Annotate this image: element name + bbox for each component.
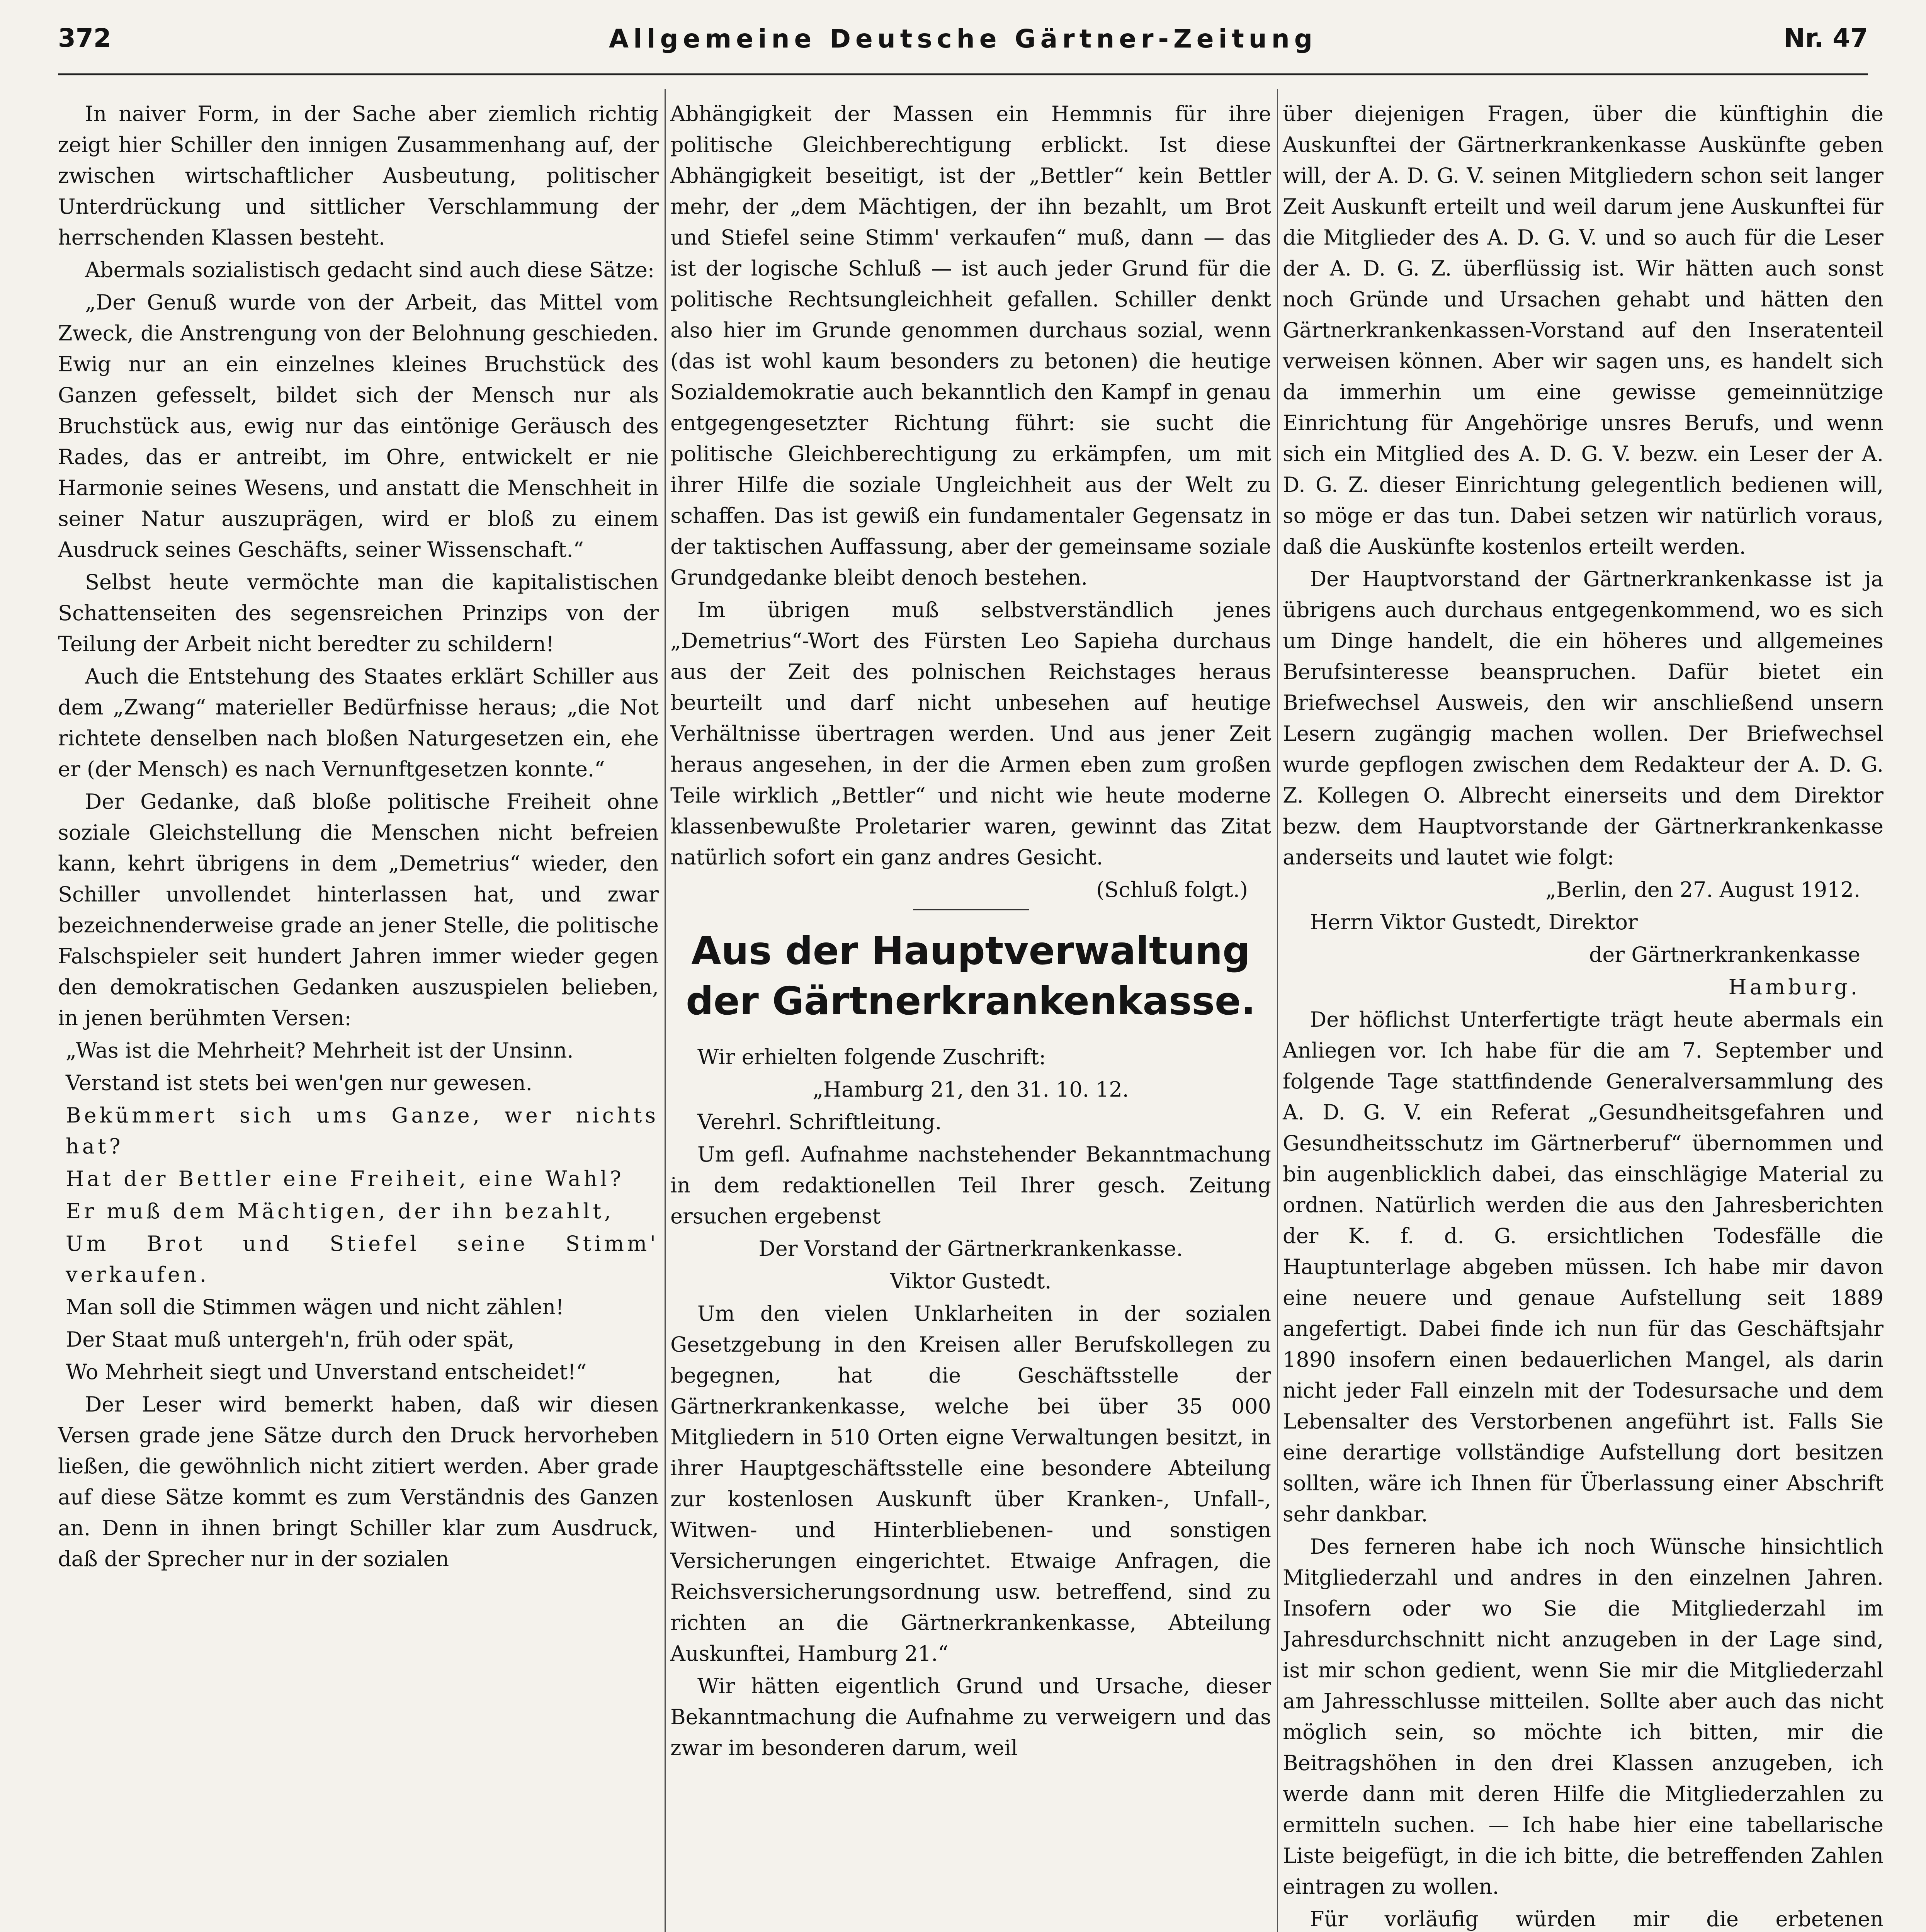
divider: [913, 909, 1029, 910]
paragraph: Selbst heute vermöchte man die kapitalistischen Schattenseiten des segensreichen Prinzips von der Teilung der Arbeit nicht beredter zu schildern!: [58, 570, 659, 656]
paragraph: Abermals sozialistisch gedacht sind auch diese Sätze:: [85, 258, 655, 282]
verse-line: Wo Mehrheit siegt und Unverstand entscheidet!“: [66, 1360, 587, 1384]
letter-signature: Der Vorstand der Gärtnerkrankenkasse.: [758, 1236, 1183, 1261]
continued-note: (Schluß folgt.): [1096, 878, 1248, 902]
upper-column-3: [1283, 99, 1884, 1932]
verse-line: Verstand ist stets bei wen'gen nur gewesen.: [66, 1071, 532, 1095]
page-number: 372: [58, 23, 111, 53]
paragraph: Der höflichst Unterfertigte trägt heute abermals ein Anliegen vor. Ich habe für die am 7. September und folgende Tage stattfindende Generalversammlung des A. D. G. V. ein Referat „Gesundheitsgefahren und Gesundheitsschutz im Gärtnerberuf“ übernommen und bin augenblicklich dabei, das einschlägige Material zu ordnen. Natürlich werden die aus den Jahresberichten der K. f. d. G. ersichtlichen Todesfälle die Hauptunterlage abgeben müssen. Ich habe mir davon eine neuere und genaue Aufstellung seit 1889 angefertigt. Dabei finde ich nun für das Geschäftsjahr 1890 insofern einen bedauerlichen Mangel, als darin nicht jeder Fall einzeln mit der Todesursache und dem Lebensalter des Verstorbenen angeführt ist. Falls Sie eine derartige vollständige Aufstellung dort besitzen sollten, wäre ich Ihnen für Überlassung einer Abschrift sehr dankbar.: [1283, 1007, 1884, 1526]
upper-columns: [58, 99, 1884, 1932]
paragraph: In naiver Form, in der Sache aber ziemlich richtig zeigt hier Schiller den innigen Zusammenhang auf, der zwischen wirtschaftlicher Ausbeutung, politischer Unterdrückung und sittlicher Verschlammung der herrschenden Klassen besteht.: [58, 102, 659, 250]
letter-recipient: Hamburg.: [1728, 975, 1860, 999]
issue-number: Nr. 47: [1783, 23, 1868, 53]
paragraph: Um den vielen Unklarheiten in der sozialen Gesetzgebung in den Kreisen aller Berufskollegen zu begegnen, hat die Geschäftsstelle der Gärtnerkrankenkasse, welche bei über 35 000 Mitgliedern in 510 Orten eigne Verwaltungen besitzt, in ihrer Hauptgeschäftsstelle eine besondere Abteilung zur kostenlosen Auskunft über Kranken-, Unfall-, Witwen- und Hinterbliebenen- und sonstigen Versicherungen eingerichtet. Etwaige Anfragen, die Reichsversicherungsordnung usw. betreffend, sind zu richten an die Gärtnerkrankenkasse, Abteilung Auskunftei, Hamburg 21.“: [670, 1301, 1271, 1666]
verse-line: Der Staat muß untergeh'n, früh oder spät,: [66, 1327, 515, 1352]
paragraph: Des ferneren habe ich noch Wünsche hinsichtlich Mitgliederzahl und andres in den einzelnen Jahren. Insofern oder wo Sie die Mitgliederzahl im Jahresdurchschnitt nicht anzugeben in der Lage sind, ist mir schon gedient, wenn Sie mir die Mitgliederzahl am Jahresschlusse mitteilen. Sollte aber auch das nicht möglich sein, so möchte ich bitten, mir die Beitragshöhen in den drei Klassen anzugeben, ich werde dann mit deren Hilfe die Mitgliederzahlen zu ermitteln suchen. — Ich habe hier eine tabellarische Liste beigefügt, in die ich bitte, die betreffenden Zahlen eintragen zu wollen.: [1283, 1534, 1884, 1899]
paragraph: über diejenigen Fragen, über die künftighin die Auskunftei der Gärtnerkrankenkasse Auskünfte geben will, der A. D. G. V. seinen Mitgliedern schon seit langer Zeit Auskunft erteilt und weil darum jene Auskunftei für die Mitglieder des A. D. G. V. und so auch für die Leser der A. D. G. Z. überflüssig ist. Wir hätten auch sonst noch Gründe und Ursachen gehabt und hätten den Gärtnerkrankenkassen-Vorstand auf den Inseratenteil verweisen können. Aber wir sagen uns, es handelt sich da immerhin um eine gewisse gemeinnützige Einrichtung für Angehörige unsres Berufs, und wenn sich ein Mitglied des A. D. G. V. bezw. ein Leser der A. D. G. Z. dieser Einrichtung gelegentlich bedienen will, so möge er das tun. Dabei setzen wir natürlich voraus, daß die Auskünfte kostenlos erteilt werden.: [1283, 102, 1884, 559]
column-rule: [1277, 89, 1278, 1932]
letter-salutation: Verehrl. Schriftleitung.: [697, 1110, 942, 1134]
verse-line: „Was ist die Mehrheit? Mehrheit ist der Unsinn.: [66, 1038, 574, 1063]
paragraph: Wir erhielten folgende Zuschrift:: [697, 1045, 1046, 1069]
verse-line: Man soll die Stimmen wägen und nicht zählen!: [66, 1295, 564, 1319]
paragraph: Der Leser wird bemerkt haben, daß wir diesen Versen grade jene Sätze durch den Druck hervorheben ließen, die gewöhnlich nicht zitiert werden. Aber grade auf diese Sätze kommt es zum Verständnis des Ganzen an. Denn in ihnen bringt Schiller klar zum Ausdruck, daß der Sprecher nur in der sozialen: [58, 1392, 659, 1571]
letter-date: „Berlin, den 27. August 1912.: [1545, 878, 1860, 902]
paragraph: Der Gedanke, daß bloße politische Freiheit ohne soziale Gleichstellung die Menschen nicht befreien kann, kehrt übrigens in dem „Demetrius“ wieder, den Schiller unvollendet hinterlassen hat, und zwar bezeichnenderweise grade an jener Stelle, die politische Falschspieler seit hundert Jahren immer wieder gegen den demokratischen Gedanken auszuspielen belieben, in jenen berühmten Versen:: [58, 789, 659, 1030]
paragraph: Auch die Entstehung des Staates erklärt Schiller aus dem „Zwang“ materieller Bedürfnisse heraus; „die Not richtete denselben nach bloßen Naturgesetzen ein, ehe er (der Mensch) es nach Vernunftgesetzen konnte.“: [58, 664, 659, 781]
paragraph: Abhängigkeit der Massen ein Hemmnis für ihre politische Gleichberechtigung erblickt. Ist diese Abhängigkeit beseitigt, ist der „Bettler“ kein Bettler mehr, der „dem Mächtigen, der ihn bezahlt, um Brot und Stiefel seine Stimm' verkaufen“ muß, dann — das ist der logische Schluß — ist auch jeder Grund für die politische Rechtsungleichheit gefallen. Schiller denkt also hier im Grunde genommen durchaus sozial, wenn (das ist wohl kaum besonders zu betonen) die heutige Sozialdemokratie auch bekanntlich den Kampf in genau entgegengesetzter Richtung führt: sie sucht die politische Gleichberechtigung zu erkämpfen, um mit ihrer Hilfe die soziale Ungleichheit aus der Welt zu schaffen. Das ist gewiß ein fundamentaler Gegensatz in der taktischen Auffassung, aber der gemeinsame soziale Grundgedanke bleibt denoch bestehen.: [670, 102, 1271, 590]
letter-recipient: der Gärtnerkrankenkasse: [1589, 942, 1860, 967]
newspaper-title: Allgemeine Deutsche Gärtner-Zeitung: [609, 24, 1317, 54]
column-rule: [665, 89, 666, 1932]
upper-column-1: [58, 99, 659, 1932]
verse-line: Um Brot und Stiefel seine Stimm' verkaufen.: [66, 1231, 659, 1287]
paragraph: Der Hauptvorstand der Gärtnerkrankenkasse ist ja übrigens auch durchaus entgegenkommend, wo es sich um Dinge handelt, die ein höheres und allgemeines Berufsinteresse beanspruchen. Dafür bietet ein Briefwechsel Ausweis, den wir anschließend unsern Lesern zugängig machen wollen. Der Briefwechsel wurde gepflogen zwischen dem Redakteur der A. D. G. Z. Kollegen O. Albrecht einerseits und dem Direktor bezw. dem Hauptvorstande der Gärtnerkrankenkasse anderseits und lautet wie folgt:: [1283, 567, 1884, 869]
paragraph: Im übrigen muß selbstverständlich jenes „Demetrius“-Wort des Fürsten Leo Sapieha durchaus aus der Zeit des polnischen Reichstages heraus beurteilt und darf nicht unbesehen auf heutige Verhältnisse übertragen werden. Und aus jener Zeit heraus angesehen, in der die Armen eben zum großen Teile wirklich „Bettler“ und nicht wie heute moderne klassenbewußte Proletarier waren, gewinnt das Zitat natürlich sofort ein ganz andres Gesicht.: [670, 598, 1271, 869]
paragraph: Wir hätten eigentlich Grund und Ursache, dieser Bekanntmachung die Aufnahme zu verweigern und das zwar im besonderen darum, weil: [670, 1674, 1271, 1760]
verse-line: Er muß dem Mächtigen, der ihn bezahlt,: [66, 1199, 614, 1223]
quotation: „Der Genuß wurde von der Arbeit, das Mittel vom Zweck, die Anstrengung von der Belohnung geschieden. Ewig nur an ein einzelnes kleines Bruchstück des Ganzen gefesselt, bildet sich der Mensch nur als Bruchstück aus, ewig nur das eintönige Geräusch des Rades, das er antreibt, im Ohre, entwickelt er nie Harmonie seines Wesens, und anstatt die Menschheit in seiner Natur auszuprägen, wird er bloß zu einem Ausdruck seines Geschäfts, seiner Wissenschaft.“: [58, 290, 659, 562]
letter-date: „Hamburg 21, den 31. 10. 12.: [813, 1077, 1129, 1102]
verse-line: Bekümmert sich ums Ganze, wer nichts hat?: [66, 1103, 659, 1158]
paragraph: Für vorläufig würden mir die erbetenen: [1310, 1907, 1884, 1931]
article-headline: Aus der Hauptverwaltung der Gärtnerkrankenkasse.: [686, 928, 1256, 1024]
verse-line: Hat der Bettler eine Freiheit, eine Wahl?: [66, 1167, 624, 1191]
paragraph: Um gefl. Aufnahme nachstehender Bekanntmachung in dem redaktionellen Teil Ihrer gesch. Zeitung ersuchen ergebenst: [670, 1142, 1271, 1228]
masthead: [58, 15, 1868, 75]
upper-column-2: [670, 99, 1271, 1932]
letter-signature: Viktor Gustedt.: [890, 1269, 1052, 1293]
letter-recipient: Herrn Viktor Gustedt, Direktor: [1310, 910, 1638, 934]
